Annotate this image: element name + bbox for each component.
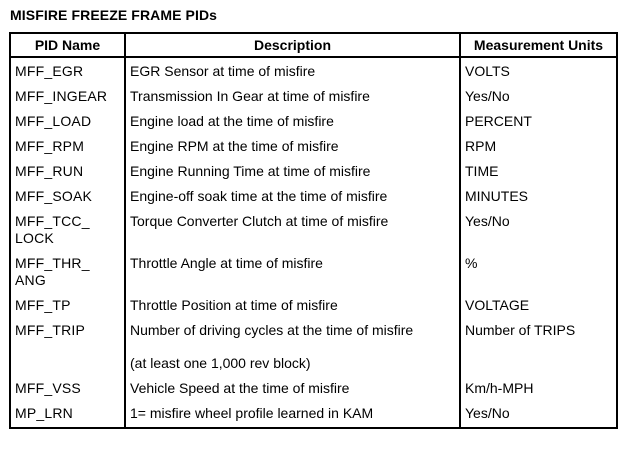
pid-name-cell: MFF_EGR	[10, 57, 125, 86]
table-row	[10, 57, 617, 86]
description-cell: Engine-off soak time at the time of misfire	[125, 186, 460, 211]
table-row	[10, 295, 617, 320]
table-header-row	[10, 33, 617, 57]
header-description: Description	[125, 33, 460, 57]
pid-name-cell: MFF_TP	[10, 295, 125, 320]
units-cell	[460, 345, 617, 378]
pid-name-cell: MFF_VSS	[10, 378, 125, 403]
header-pid-name: PID Name	[10, 33, 125, 57]
pid-name-cell: MFF_RPM	[10, 136, 125, 161]
table-row	[10, 186, 617, 211]
pid-name-cell: MFF_TCC_ LOCK	[10, 211, 125, 253]
table-row	[10, 403, 617, 428]
units-cell: RPM	[460, 136, 617, 161]
description-cell: Vehicle Speed at the time of misfire	[125, 378, 460, 403]
units-cell: VOLTS	[460, 57, 617, 86]
description-cell: Engine RPM at the time of misfire	[125, 136, 460, 161]
pid-name-cell: MFF_SOAK	[10, 186, 125, 211]
units-cell: Number of TRIPS	[460, 320, 617, 345]
table-row	[10, 378, 617, 403]
units-cell: TIME	[460, 161, 617, 186]
pid-name-cell: MFF_TRIP	[10, 320, 125, 345]
description-cell: Number of driving cycles at the time of misfire	[125, 320, 460, 345]
description-cell: Engine Running Time at time of misfire	[125, 161, 460, 186]
units-cell: PERCENT	[460, 111, 617, 136]
table-row	[10, 320, 617, 345]
units-cell: Yes/No	[460, 86, 617, 111]
pid-name-cell: MFF_THR_ ANG	[10, 253, 125, 295]
table-row	[10, 161, 617, 186]
pid-table	[9, 32, 618, 429]
table-row	[10, 111, 617, 136]
header-measurement-units: Measurement Units	[460, 33, 617, 57]
pid-name-cell: MP_LRN	[10, 403, 125, 428]
units-cell: Yes/No	[460, 403, 617, 428]
pid-name-cell: MFF_LOAD	[10, 111, 125, 136]
pid-name-cell: MFF_RUN	[10, 161, 125, 186]
pid-name-cell: MFF_INGEAR	[10, 86, 125, 111]
units-cell: VOLTAGE	[460, 295, 617, 320]
description-cell: 1= misfire wheel profile learned in KAM	[125, 403, 460, 428]
units-cell: %	[460, 253, 617, 295]
description-cell: Torque Converter Clutch at time of misfire	[125, 211, 460, 253]
table-row	[10, 86, 617, 111]
table-row	[10, 253, 617, 295]
pid-name-cell	[10, 345, 125, 378]
table-row	[10, 136, 617, 161]
units-cell: Km/h-MPH	[460, 378, 617, 403]
description-cell: Transmission In Gear at time of misfire	[125, 86, 460, 111]
table-row-continuation	[10, 345, 617, 378]
description-cell: EGR Sensor at time of misfire	[125, 57, 460, 86]
description-cell: (at least one 1,000 rev block)	[125, 345, 460, 378]
description-cell: Engine load at the time of misfire	[125, 111, 460, 136]
description-cell: Throttle Angle at time of misfire	[125, 253, 460, 295]
description-cell: Throttle Position at time of misfire	[125, 295, 460, 320]
units-cell: Yes/No	[460, 211, 617, 253]
document-title: MISFIRE FREEZE FRAME PIDs	[10, 7, 218, 23]
units-cell: MINUTES	[460, 186, 617, 211]
table-row	[10, 211, 617, 253]
